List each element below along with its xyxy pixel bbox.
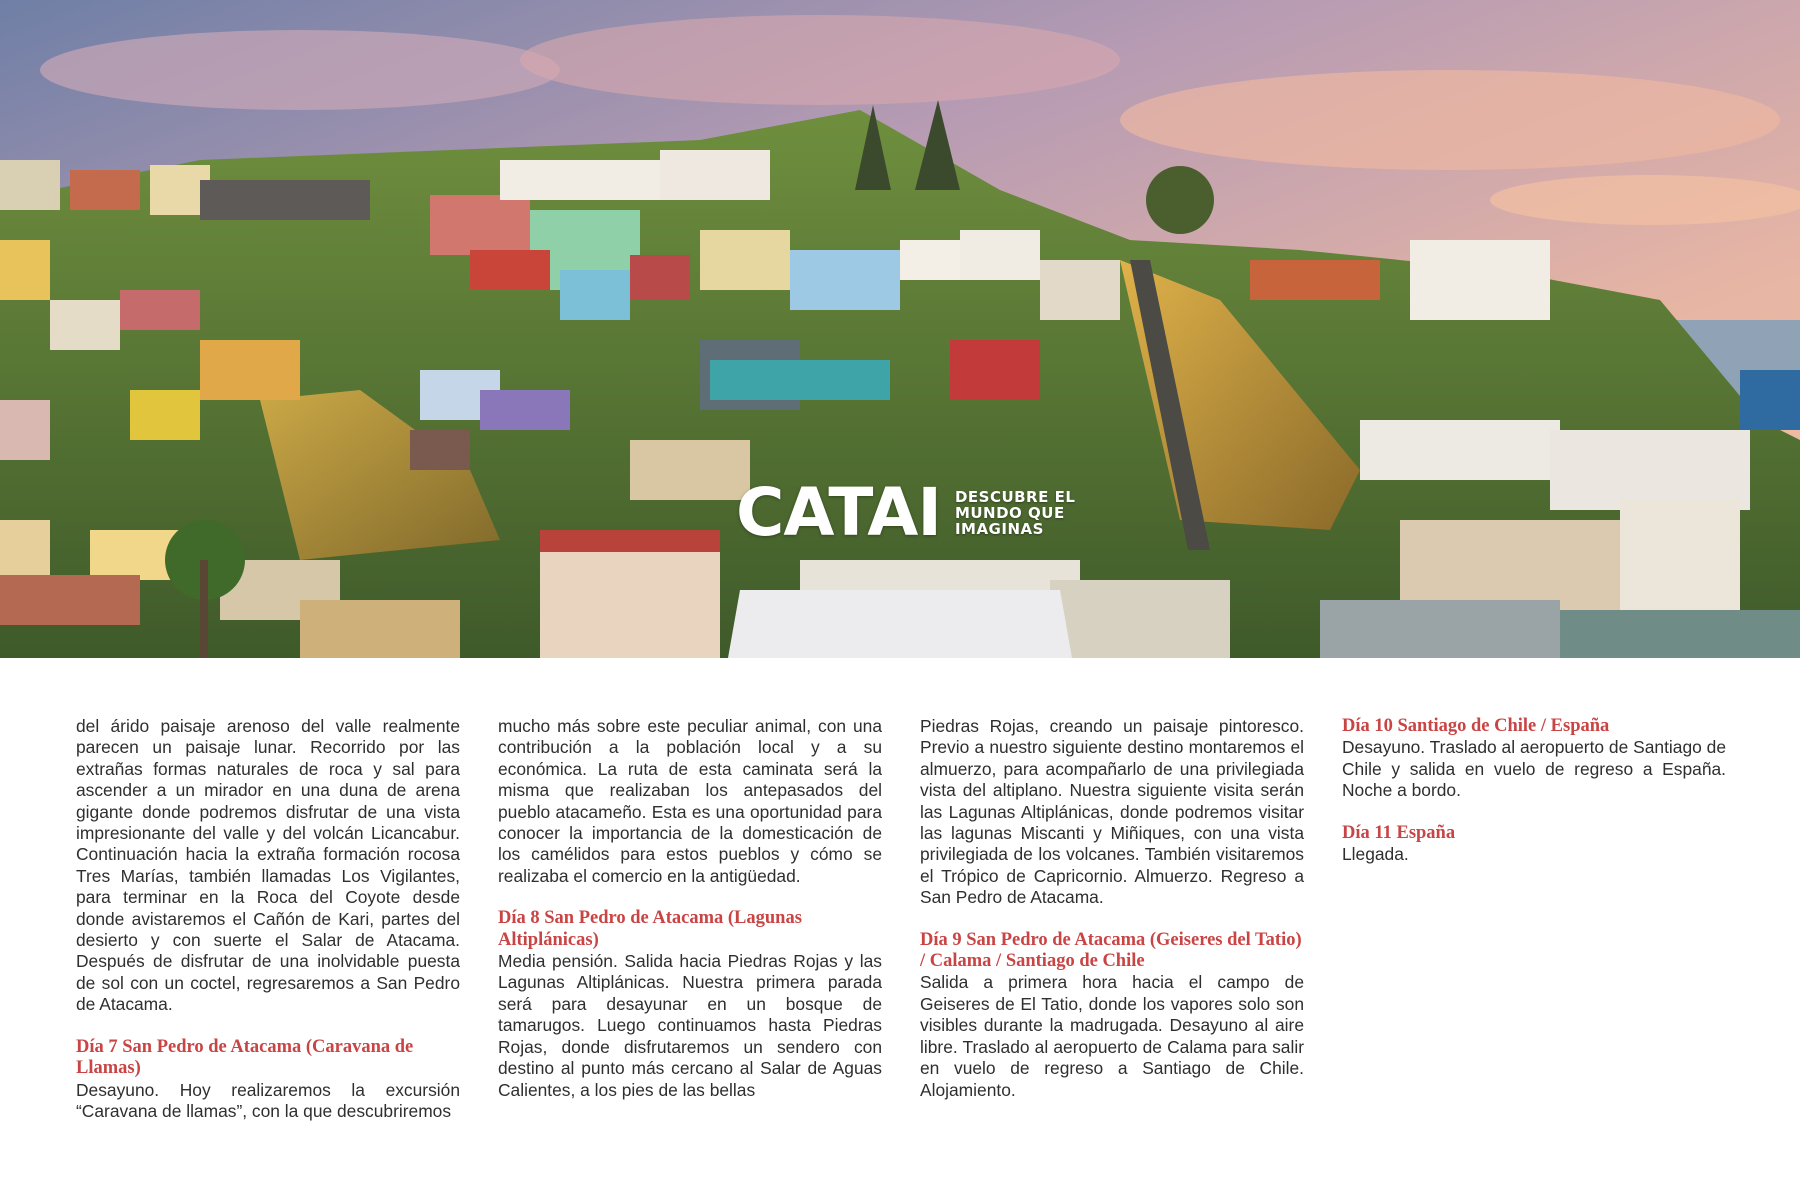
itinerary-heading: Día 10 Santiago de Chile / España	[1342, 716, 1610, 736]
paragraph: Desayuno. Hoy realizaremos la excursión “Caravana de llamas”, con la que descubriremos	[76, 1079, 460, 1121]
text-column-3	[920, 716, 1304, 1101]
text-column-4	[1342, 716, 1726, 865]
itinerary-heading: Día 9 San Pedro de Atacama (Geiseres del Tatio) / Calama / Santiago de Chile	[920, 929, 1302, 972]
paragraph: del árido paisaje arenoso del valle realmente parecen un paisaje lunar. Recorrido por las extrañas formas naturales de roca y sal para ascender a un mirador en una duna de arena gigante donde podremos disfrutar de una vista impresionante del valle y del volcán Licancabur. Continuación hacia la extraña formación rocosa Tres Marías, también llamadas Los Vigilantes, para terminar en la Roca del Coyote desde donde avistaremos el Cañón de Kari, partes del desierto y con suerte el Salar de Atacama. Después de disfrutar de una inolvidable puesta de sol con un coctel, regresaremos a San Pedro de Atacama.	[76, 716, 460, 1015]
paragraph: Piedras Rojas, creando un paisaje pintoresco. Previo a nuestro siguiente destino montaremos el almuerzo, para acompañarlo de una privilegiada vista del altiplano. Nuestra siguiente visita serán las Lagunas Altiplánicas, donde podremos visitar las lagunas Miscanti y Miñiques, con una vista privilegiada de los volcanes. También visitaremos el Trópico de Capricornio. Almuerzo. Regreso a San Pedro de Atacama.	[920, 716, 1304, 908]
page-tab	[728, 590, 1072, 658]
logo-tagline-line: MUNDO QUE	[954, 504, 1065, 522]
logo-tagline-line: IMAGINAS	[954, 520, 1044, 538]
itinerary-heading: Día 11 España	[1342, 822, 1456, 843]
logo-tagline	[955, 489, 1075, 537]
text-column-1	[76, 716, 460, 1122]
paragraph: Desayuno. Traslado al aeropuerto de Santiago de Chile y salida en vuelo de regreso a España. Noche a bordo.	[1342, 737, 1726, 801]
paragraph: Llegada.	[1342, 844, 1409, 865]
paragraph: mucho más sobre este peculiar animal, con una contribución a la población local y a su económica. La ruta de esta caminata será la misma que realizaban los antepasados del pueblo atacameño. Esta es una oportunidad para conocer la importancia de la domesticación de los camélidos para estos pueblos y cómo se realizaba el comercio en la antigüedad.	[498, 716, 882, 886]
catai-logo	[736, 474, 1076, 551]
logo-tagline-line: DESCUBRE EL	[954, 488, 1076, 506]
paragraph: Salida a primera hora hacia el campo de Geiseres de El Tatio, donde los vapores solo son visibles durante la madrugada. Desayuno al aire libre. Traslado al aeropuerto de Calama para salir en vuelo de regreso a Santiago de Chile. Alojamiento.	[920, 972, 1304, 1100]
itinerary-heading: Día 7 San Pedro de Atacama (Caravana de Llamas)	[76, 1036, 414, 1079]
text-column-2	[498, 716, 882, 1101]
itinerary-heading: Día 8 San Pedro de Atacama (Lagunas Altiplánicas)	[498, 908, 802, 950]
logo-wordmark: CATAI	[736, 474, 941, 551]
paragraph: Media pensión. Salida hacia Piedras Rojas y las Lagunas Altiplánicas. Nuestra primera parada será para desayunar en un bosque de tamarugos. Luego continuamos hasta Piedras Rojas, donde disfrutaremos un sendero con destino al punto más cercano al Salar de Aguas Calientes, a los pies de las bellas	[498, 951, 882, 1100]
